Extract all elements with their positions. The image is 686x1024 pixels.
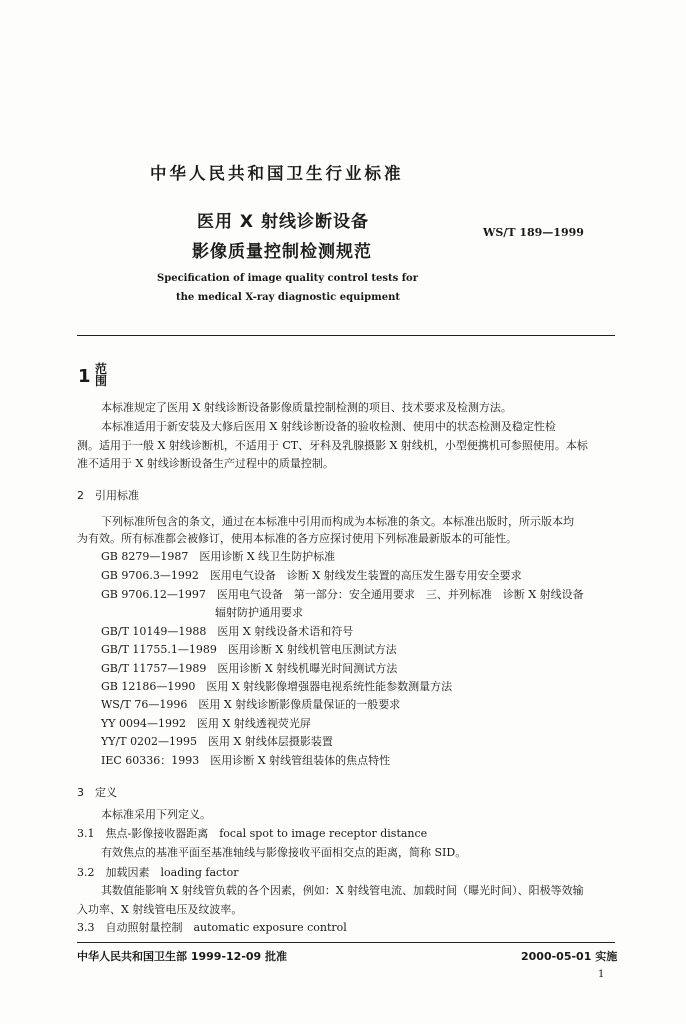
page-number: 1 — [598, 969, 605, 980]
section-2-intro: 为有效。所有标准都会被修订，使用本标准的各方应探讨使用下列标准最新版本的可能性。 — [77, 532, 517, 545]
reference-item: IEC 60336：1993 医用诊断 X 射线管组装体的焦点特性 — [101, 754, 391, 767]
section-2-intro: 下列标准所包含的条文，通过在本标准中引用而构成为本标准的条文。本标准出版时，所示版本均 — [101, 515, 574, 528]
implementation-date: 2000-05-01 实施 — [521, 950, 618, 963]
header-divider — [77, 335, 615, 336]
reference-item: GB/T 11757—1989 医用诊断 X 射线机曝光时间测试方法 — [101, 662, 398, 675]
reference-item: GB 8279—1987 医用诊断 X 线卫生防护标准 — [101, 550, 336, 563]
section-1-paragraph: 本标准适用于新安装及大修后医用 X 射线诊断设备的验收检测、使用中的状态检测及稳定性检 — [101, 420, 556, 433]
standard-title-line-1: 医用 X 射线诊断设备 — [197, 212, 369, 232]
reference-item: WS/T 76—1996 医用 X 射线诊断影像质量保证的一般要求 — [101, 698, 401, 711]
ministry-title: 中华人民共和国卫生行业标准 — [150, 164, 404, 183]
definition-3-2-text: 入功率、X 射线管电压及纹波率。 — [77, 903, 243, 916]
standard-title-line-2: 影像质量控制检测规范 — [192, 242, 372, 262]
reference-item: YY 0094—1992 医用 X 射线透视荧光屏 — [101, 717, 311, 730]
section-2-heading: 2 引用标准 — [77, 489, 139, 502]
definition-3-2-text: 其数值能影响 X 射线管负载的各个因素，例如：X 射线管电流、加载时间（曝光时间）、阳极等效输 — [101, 884, 584, 897]
section-1-paragraph: 测。适用于一般 X 射线诊断机，不适用于 CT、牙科及乳腺摄影 X 射线机，小型便携机可参照使用。本标 — [77, 439, 588, 452]
definition-3-2-term: 3.2 加载因素 loading factor — [77, 866, 239, 879]
definition-3-3-term: 3.3 自动照射量控制 automatic exposure control — [77, 921, 347, 934]
english-title-line-1: Specification of image quality control tests for — [157, 273, 418, 284]
reference-item: GB 12186—1990 医用 X 射线影像增强器电视系统性能参数测量方法 — [101, 680, 453, 693]
reference-item: YY/T 0202—1995 医用 X 射线体层摄影装置 — [101, 735, 333, 748]
section-1-number: 1 — [78, 366, 91, 387]
definition-3-1-term: 3.1 焦点-影像接收器距离 focal spot to image receptor distance — [77, 827, 428, 840]
definition-3-1-text: 有效焦点的基准平面至基准轴线与影像接收平面相交点的距离，简称 SID。 — [101, 846, 467, 859]
section-1-title: 范围 — [95, 362, 108, 388]
reference-item: GB/T 10149—1988 医用 X 射线设备术语和符号 — [101, 625, 354, 638]
reference-item-continued: 辐射防护通用要求 — [215, 606, 303, 619]
reference-item: GB 9706.12—1997 医用电气设备 第一部分：安全通用要求 三、并列标准 诊断 X 射线设备 — [101, 588, 584, 601]
reference-item: GB 9706.3—1992 医用电气设备 诊断 X 射线发生装置的高压发生器专用安全要求 — [101, 569, 522, 582]
reference-item: GB/T 11755.1—1989 医用诊断 X 射线机管电压测试方法 — [101, 643, 397, 656]
approval-info: 中华人民共和国卫生部 1999-12-09 批准 — [77, 950, 288, 963]
section-1-paragraph: 本标准规定了医用 X 射线诊断设备影像质量控制检测的项目、技术要求及检测方法。 — [101, 401, 512, 414]
footer-divider — [77, 942, 615, 943]
section-3-intro: 本标准采用下列定义。 — [101, 808, 211, 821]
section-1-paragraph: 准不适用于 X 射线诊断设备生产过程中的质量控制。 — [77, 457, 334, 470]
english-title-line-2: the medical X-ray diagnostic equipment — [176, 292, 400, 303]
section-3-heading: 3 定义 — [77, 786, 117, 799]
standard-number: WS/T 189—1999 — [483, 226, 584, 239]
